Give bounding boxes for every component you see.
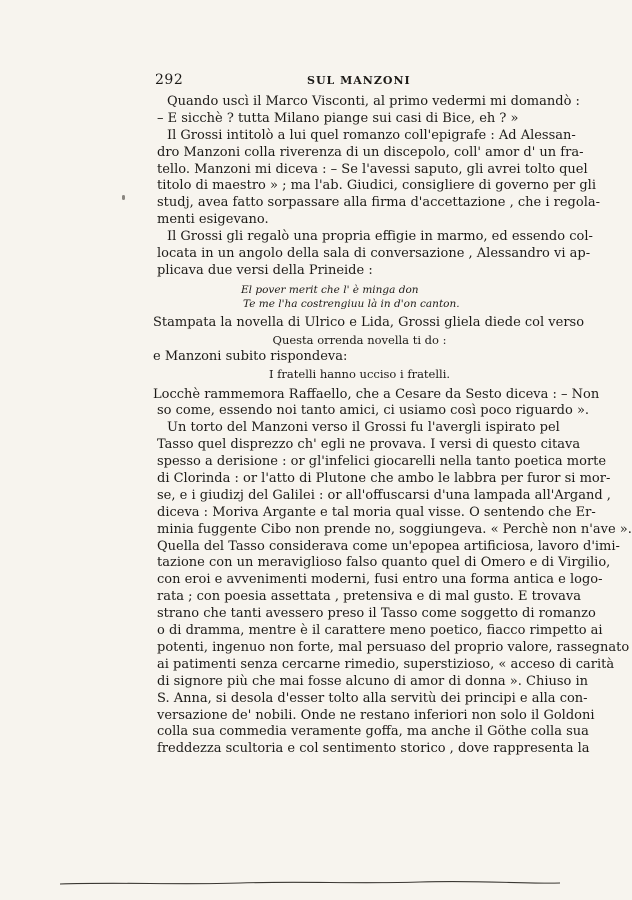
text-line: tazione con un meraviglioso falso quanto quel di Omero e di Virgilio, (157, 555, 611, 571)
text-line: locata in un angolo della sala di conversazione , Alessandro vi ap- (157, 246, 591, 262)
text-line: se, e i giudizj del Galilei : or all'offuscarsi d'una lampada all'Argand , (157, 487, 611, 503)
text-line: rata ; con poesia assettata , pretensiva e di mal gusto. E trovava (157, 589, 582, 605)
text-line: strano che tanti avessero preso il Tasso come soggetto di romanzo (157, 606, 596, 622)
text-line: S. Anna, si desola d'esser tolto alla servitù dei principi e alla con- (157, 690, 588, 706)
text-line: colla sua commedia veramente goffa, ma anche il Göthe colla sua (157, 724, 589, 740)
text-line: con eroi e avvenimenti moderni, fusi entro una forma antica e logo- (157, 572, 603, 588)
text-line: studj, avea fatto sorpassare alla firma d'accettazione , che i regola- (157, 195, 601, 211)
running-head (155, 72, 550, 90)
text-line: so come, essendo noi tanto amici, ci usiamo così poco riguardo ». (157, 403, 590, 419)
text-line: dro Manzoni colla riverenza di un discepolo, coll' amor d' un fra- (157, 144, 584, 160)
running-title: SUL MANZONI (307, 74, 411, 87)
text-line: potenti, ingenuo non forte, mal persuaso del proprio valore, rassegnato (157, 639, 630, 655)
text-line: Il Grossi gli regalò una propria effigie in marmo, ed essendo col- (167, 229, 593, 245)
verse-line: Te me l'ha costrengiuu là in d'on canton. (243, 297, 460, 310)
text-line: minia fuggente Cibo non prende no, soggiungeva. « Perchè non n'ave ». (157, 521, 632, 537)
text-line: Tasso quel disprezzo ch' egli ne provava. I versi di questo citava (157, 437, 581, 453)
text-line: titolo di maestro » ; ma l'ab. Giudici, consigliere di governo per gli (157, 178, 596, 194)
text-line: e Manzoni subito rispondeva: (153, 348, 348, 364)
text-line: spesso a derisione : or gl'infelici giocarelli nella tanto poetica morte (157, 454, 607, 470)
text-line: ai patimenti senza cercarne rimedio, superstizioso, « acceso di carità (157, 656, 615, 672)
text-line: diceva : Moriva Argante e tal moria qual visse. O sentendo che Er- (157, 504, 596, 520)
text-line: versazione de' nobili. Onde ne restano inferiori non solo il Goldoni (157, 707, 595, 723)
quoted-verse: Questa orrenda novella ti do : (272, 332, 447, 347)
text-line: di Clorinda : or l'atto di Plutone che ambo le labbra per furor si mor- (157, 471, 611, 487)
text-line: Un torto del Manzoni verso il Grossi fu l'avergli ispirato pel (167, 420, 560, 436)
text-line: tello. Manzoni mi diceva : – Se l'avessi saputo, gli avrei tolto quel (157, 161, 588, 177)
text-line: Quella del Tasso considerava come un'epopea artificiosa, lavoro d'imi- (157, 538, 620, 554)
text-line: o di dramma, mentre è il carattere meno poetico, fiacco rimpetto ai (157, 623, 603, 639)
text-line: plicava due versi della Prineide : (157, 262, 373, 278)
text-line: Il Grossi intitolò a lui quel romanzo coll'epigrafe : Ad Alessan- (167, 127, 576, 143)
text-line: freddezza scultoria e col sentimento storico , dove rappresenta la (157, 741, 590, 757)
text-line: Quando uscì il Marco Visconti, al primo vedermi mi domandò : (167, 94, 580, 109)
page-number: 292 (155, 72, 184, 88)
text-line: menti esigevano. (157, 212, 269, 228)
text-line: di signore più che mai fosse alcuno di amor di donna ». Chiuso in (157, 673, 589, 689)
text-line: – E sicchè ? tutta Milano piange sui casi di Bice, eh ? » (157, 110, 519, 126)
bottom-ink-line (60, 880, 560, 886)
verse-line: El pover merit che l' è minga don (241, 283, 419, 296)
text-line: Locchè rammemora Raffaello, che a Cesare da Sesto diceva : – Non (153, 386, 600, 402)
ink-speck (122, 195, 125, 200)
text-line: Stampata la novella di Ulrico e Lida, Grossi gliela diede col verso (153, 314, 585, 330)
quoted-verse: I fratelli hanno ucciso i fratelli. (268, 366, 451, 381)
body-text (153, 94, 632, 758)
